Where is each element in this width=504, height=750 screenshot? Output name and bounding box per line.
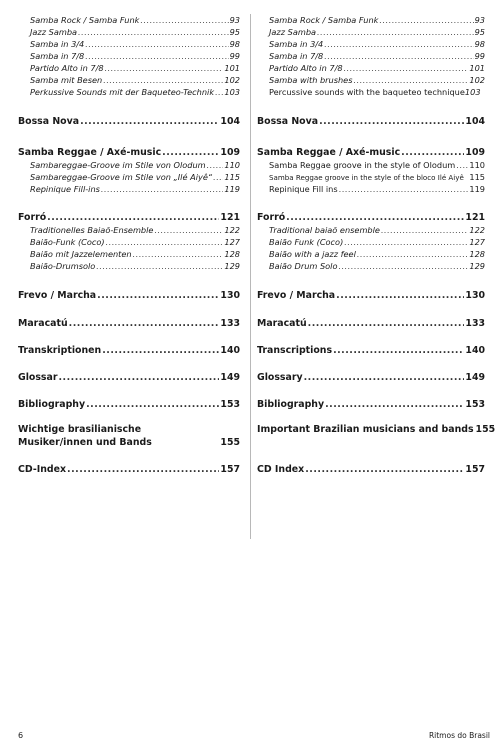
dot-leader: [324, 50, 473, 62]
toc-entry[interactable]: [269, 86, 485, 98]
entry-page: 115: [469, 172, 485, 182]
toc-section[interactable]: [257, 398, 485, 411]
dot-leader: [207, 159, 224, 171]
dot-leader: [106, 236, 224, 248]
toc-section[interactable]: [257, 115, 485, 128]
entry-page: 115: [224, 172, 240, 182]
entry-page: 119: [469, 184, 485, 194]
entry-title: Samba Rock / Samba Funk: [269, 15, 379, 25]
dot-leader: [286, 211, 464, 224]
toc-entry[interactable]: [269, 224, 485, 236]
section-title: Maracatú: [257, 318, 307, 329]
dot-leader: [325, 398, 464, 411]
toc-section[interactable]: [257, 146, 485, 159]
section-title: Frevo / Marcha: [257, 290, 336, 301]
section-title: Bossa Nova: [257, 116, 319, 127]
entry-title: Samba Reggae groove in the style of the bloco Ilé Aiyê: [269, 173, 464, 182]
toc-entry[interactable]: [30, 236, 240, 248]
entry-title: Baião Funk (Coco): [269, 237, 344, 247]
dot-leader: [324, 38, 473, 50]
toc-section[interactable]: [18, 211, 240, 224]
toc-entry[interactable]: [269, 62, 485, 74]
dot-leader: [381, 224, 468, 236]
entry-page: 127: [224, 237, 240, 247]
entry-page: 110: [469, 160, 485, 170]
entry-title: Jazz Samba: [30, 27, 78, 37]
section-title: Glossar: [18, 372, 58, 383]
entry-page: 95: [474, 27, 485, 37]
section-page: 104: [465, 116, 485, 127]
running-footer-title: Ritmos do Brasil: [428, 731, 490, 740]
section-page: 153: [465, 399, 485, 410]
entry-title: Samba Rock / Samba Funk: [30, 15, 140, 25]
section-title: Transcriptions: [257, 345, 333, 356]
toc-entry[interactable]: [30, 26, 240, 38]
entry-title: Samba in 3/4: [269, 39, 324, 49]
entry-page: 129: [469, 261, 485, 271]
entry-page: 95: [229, 27, 240, 37]
entry-title: Jazz Samba: [269, 27, 317, 37]
entry-page: 99: [474, 51, 485, 61]
toc-section[interactable]: [18, 371, 240, 384]
entry-page: 102: [469, 75, 485, 85]
entry-title: Samba in 7/8: [269, 51, 324, 61]
toc-section[interactable]: [257, 289, 485, 302]
entry-title: Baião-Drumsolo: [30, 261, 96, 271]
section-page: 109: [220, 147, 240, 158]
toc-section-multiline[interactable]: [18, 423, 240, 449]
toc-column-german: [18, 14, 251, 539]
reggae-subentries: [18, 159, 240, 195]
dot-leader: [86, 398, 219, 411]
toc-entry[interactable]: [269, 248, 485, 260]
section-title: Important Brazilian musicians and bands: [257, 424, 474, 435]
entry-title: Percussive sounds with the baqueteo technique: [269, 87, 465, 97]
toc-entry[interactable]: [30, 183, 240, 195]
toc-entry[interactable]: [30, 38, 240, 50]
dot-leader: [47, 211, 219, 224]
dot-leader: [336, 289, 464, 302]
dot-leader: [456, 159, 468, 171]
section-page: 140: [220, 345, 240, 356]
entry-title: Traditionelles Baiaõ-Ensemble: [30, 225, 154, 235]
entry-page: 101: [469, 63, 485, 73]
toc-section[interactable]: [257, 463, 485, 476]
toc-entry[interactable]: [269, 260, 485, 272]
entry-page: 93: [229, 15, 240, 25]
entry-title: Baião-Funk (Coco): [30, 237, 105, 247]
section-page: 130: [220, 290, 240, 301]
toc-entry[interactable]: [30, 224, 240, 236]
section-title: Bibliography: [257, 399, 325, 410]
toc-entry[interactable]: [30, 62, 240, 74]
entry-title: Samba in 3/4: [30, 39, 85, 49]
page-number: 6: [18, 731, 24, 740]
section-page: 157: [465, 464, 485, 475]
dot-leader: [317, 26, 474, 38]
toc-section[interactable]: [257, 317, 485, 330]
dot-leader: [67, 463, 219, 476]
dot-leader: [140, 14, 228, 26]
entry-page: 99: [229, 51, 240, 61]
samba-subentries: [257, 14, 485, 98]
toc-entry[interactable]: [30, 74, 240, 86]
section-title: Glossary: [257, 372, 303, 383]
section-page: 149: [465, 372, 485, 383]
entry-title: Baião mit Jazzelementen: [30, 249, 132, 259]
section-page: 121: [465, 212, 485, 223]
entry-title: Baião Drum Solo: [269, 261, 338, 271]
entry-title: Partido Alto in 7/8: [269, 63, 343, 73]
entry-page: 103: [464, 87, 481, 97]
section-page: 133: [220, 318, 240, 329]
dot-leader: [101, 183, 223, 195]
toc-entry[interactable]: [269, 171, 485, 183]
dot-leader: [69, 317, 220, 330]
toc-entry[interactable]: [269, 183, 485, 195]
entry-title: Baião with a jazz feel: [269, 249, 356, 259]
toc-section[interactable]: [257, 211, 485, 224]
toc-entry[interactable]: [30, 171, 240, 183]
toc-entry[interactable]: [269, 74, 485, 86]
toc-entry[interactable]: [269, 26, 485, 38]
dot-leader: [133, 248, 224, 260]
dot-leader: [401, 146, 464, 159]
section-title: Samba Reggae / Axé-music: [257, 147, 401, 158]
section-title: CD-Index: [18, 464, 67, 475]
entry-page: 122: [469, 225, 485, 235]
entry-page: 102: [224, 75, 240, 85]
dot-leader: [162, 146, 219, 159]
entry-page: 129: [224, 261, 240, 271]
dot-leader: [58, 371, 219, 384]
musicians-line: [18, 423, 240, 449]
entry-page: 110: [224, 160, 240, 170]
dot-leader: [80, 115, 219, 128]
toc-section[interactable]: [18, 317, 240, 330]
entry-page: 119: [224, 184, 240, 194]
entry-title: Traditional baiaõ ensemble: [269, 225, 380, 235]
dot-leader: [102, 344, 219, 357]
entry-title: Samba mit Besen: [30, 75, 103, 85]
entry-page: 127: [469, 237, 485, 247]
toc-section[interactable]: [18, 344, 240, 357]
entry-title: Sambareggae-Groove im Stile von „Ilé Aiyê“: [30, 172, 213, 182]
section-title: Samba Reggae / Axé-music: [18, 147, 162, 158]
dot-leader: [97, 289, 219, 302]
entry-title: Perkussive Sounds mit der Baqueteo-Technik: [30, 87, 215, 97]
toc-entry[interactable]: [30, 86, 240, 98]
dot-leader: [85, 38, 228, 50]
entry-page: 122: [224, 225, 240, 235]
entry-page: 101: [224, 63, 240, 73]
reggae-subentries: [257, 159, 485, 195]
dot-leader: [215, 86, 223, 98]
toc-entry[interactable]: [269, 159, 485, 171]
toc-entry[interactable]: [30, 159, 240, 171]
dot-leader: [357, 248, 469, 260]
toc-entry[interactable]: [30, 260, 240, 272]
section-page: 155: [475, 424, 496, 435]
toc-entry[interactable]: [30, 14, 240, 26]
entry-title: Samba Reggae groove in the style of Olodum: [269, 160, 456, 170]
section-title: CD Index: [257, 464, 305, 475]
dot-leader: [344, 236, 468, 248]
entry-title: Repinique Fill ins: [269, 184, 338, 194]
dot-leader: [308, 317, 465, 330]
entry-page: 93: [474, 15, 485, 25]
dot-leader: [304, 371, 465, 384]
entry-title: Sambareggae-Groove im Stile von Olodum: [30, 160, 206, 170]
toc-section[interactable]: [257, 344, 485, 357]
section-page: 140: [465, 345, 485, 356]
toc-entry[interactable]: [269, 14, 485, 26]
toc-section[interactable]: [18, 463, 240, 476]
dot-leader: [96, 260, 223, 272]
section-page: 121: [220, 212, 240, 223]
section-page: 130: [465, 290, 485, 301]
dot-leader: [213, 171, 223, 183]
section-page: 133: [465, 318, 485, 329]
section-title: Bibliography: [18, 399, 86, 410]
section-page: 157: [220, 464, 240, 475]
toc-entry[interactable]: [269, 38, 485, 50]
entry-title: Samba in 7/8: [30, 51, 85, 61]
section-title: Maracatú: [18, 318, 68, 329]
toc-section[interactable]: [18, 146, 240, 159]
section-page: 153: [220, 399, 240, 410]
section-title: Frevo / Marcha: [18, 290, 97, 301]
toc-section[interactable]: [18, 289, 240, 302]
toc-section[interactable]: [18, 115, 240, 128]
section-title: Bossa Nova: [18, 116, 80, 127]
section-title: Wichtige brasilianische Musiker/innen und Bands: [18, 424, 152, 448]
dot-leader: [78, 26, 229, 38]
dot-leader: [344, 62, 469, 74]
toc-column-english: [257, 14, 496, 476]
forro-subentries: [257, 224, 485, 272]
toc-entry[interactable]: [269, 50, 485, 62]
entry-page: 98: [229, 39, 240, 49]
dot-leader: [105, 62, 224, 74]
toc-section[interactable]: [18, 398, 240, 411]
entry-title: Samba with brushes: [269, 75, 353, 85]
entry-page: 128: [224, 249, 240, 259]
section-page: 109: [465, 147, 485, 158]
toc-entry[interactable]: [30, 50, 240, 62]
dot-leader: [154, 224, 223, 236]
entry-title: Repinique Fill-ins: [30, 184, 100, 194]
dot-leader: [103, 74, 223, 86]
dot-leader: [339, 183, 469, 195]
dot-leader: [319, 115, 464, 128]
dot-leader: [379, 14, 473, 26]
entry-page: 103: [224, 87, 240, 97]
samba-subentries: [18, 14, 240, 98]
entry-page: 98: [474, 39, 485, 49]
dot-leader: [354, 74, 469, 86]
entry-page: 128: [469, 249, 485, 259]
section-page: 104: [220, 116, 240, 127]
toc-section[interactable]: [257, 423, 496, 436]
section-title: Transkriptionen: [18, 345, 102, 356]
section-page: 155: [220, 437, 240, 448]
dot-leader: [333, 344, 464, 357]
toc-entry[interactable]: [30, 248, 240, 260]
toc-entry[interactable]: [269, 236, 485, 248]
section-title: Forró: [18, 212, 47, 223]
toc-section[interactable]: [257, 371, 485, 384]
dot-leader: [85, 50, 228, 62]
dot-leader: [338, 260, 468, 272]
section-title: Forró: [257, 212, 286, 223]
dot-leader: [305, 463, 464, 476]
entry-title: Partido Alto in 7/8: [30, 63, 104, 73]
forro-subentries: [18, 224, 240, 272]
section-page: 149: [220, 372, 240, 383]
